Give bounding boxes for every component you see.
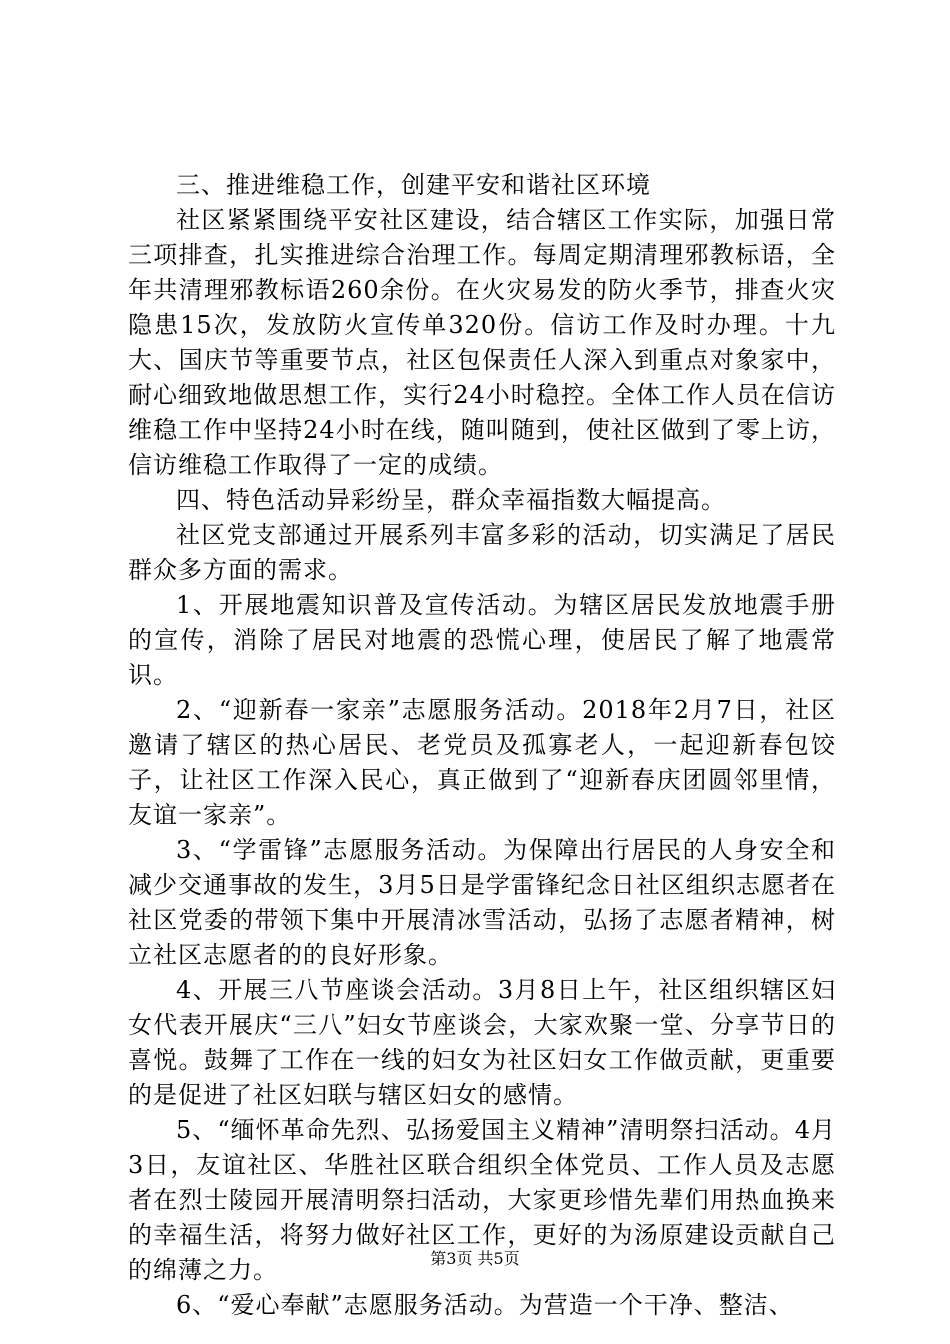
document-body	[128, 168, 836, 1323]
paragraph-item-6: 6、“爱心奉献”志愿服务活动。为营造一个干净、整洁、	[176, 1291, 794, 1319]
paragraph-stability-work: 社区紧紧围绕平安社区建设，结合辖区工作实际，加强日常三项排查，扎实推进综合治理工作。每周定期清理邪教标语，全年共清理邪教标语260余份。在火灾易发的防火季节，排查火灾隐患15次，发放防火宣传单320份。信访工作及时办理。十九大、国庆节等重要节点，社区包保责任人深入到重点对象家中，耐心细致地做思想工作，实行24小时稳控。全体工作人员在信访维稳工作中坚持24小时在线，随叫随到，使社区做到了零上访，信访维稳工作取得了一定的成绩。	[128, 206, 836, 479]
paragraph-item-4: 4、开展三八节座谈会活动。3月8日上午，社区组织辖区妇女代表开展庆“三八”妇女节座谈会，大家欢聚一堂、分享节日的喜悦。鼓舞了工作在一线的妇女为社区妇女工作做贡献，更重要的是促进了社区妇联与辖区妇女的感情。	[128, 976, 836, 1109]
paragraph-item-1: 1、开展地震知识普及宣传活动。为辖区居民发放地震手册的宣传，消除了居民对地震的恐慌心理，使居民了解了地震常识。	[128, 591, 836, 689]
page-footer: 第3页 共5页	[430, 1249, 520, 1268]
paragraph-item-2: 2、“迎新春一家亲”志愿服务活动。2018年2月7日，社区邀请了辖区的热心居民、老党员及孤寡老人，一起迎新春包饺子，让社区工作深入民心，真正做到了“迎新春庆团圆邻里情，友谊一家亲”。	[128, 696, 836, 829]
section-heading-3: 三、推进维稳工作，创建平安和谐社区环境	[176, 171, 651, 199]
paragraph-activities-intro: 社区党支部通过开展系列丰富多彩的活动，切实满足了居民群众多方面的需求。	[128, 521, 836, 584]
paragraph-item-5: 5、“缅怀革命先烈、弘扬爱国主义精神”清明祭扫活动。4月3日，友谊社区、华胜社区联合组织全体党员、工作人员及志愿者在烈士陵园开展清明祭扫活动，大家更珍惜先辈们用热血换来的幸福生活，将努力做好社区工作，更好的为汤原建设贡献自己的绵薄之力。	[128, 1116, 836, 1284]
paragraph-item-3: 3、“学雷锋”志愿服务活动。为保障出行居民的人身安全和减少交通事故的发生，3月5日是学雷锋纪念日社区组织志愿者在社区党委的带领下集中开展清冰雪活动，弘扬了志愿者精神，树立社区志愿者的的良好形象。	[128, 836, 836, 969]
section-heading-4: 四、特色活动异彩纷呈，群众幸福指数大幅提高。	[176, 486, 726, 514]
